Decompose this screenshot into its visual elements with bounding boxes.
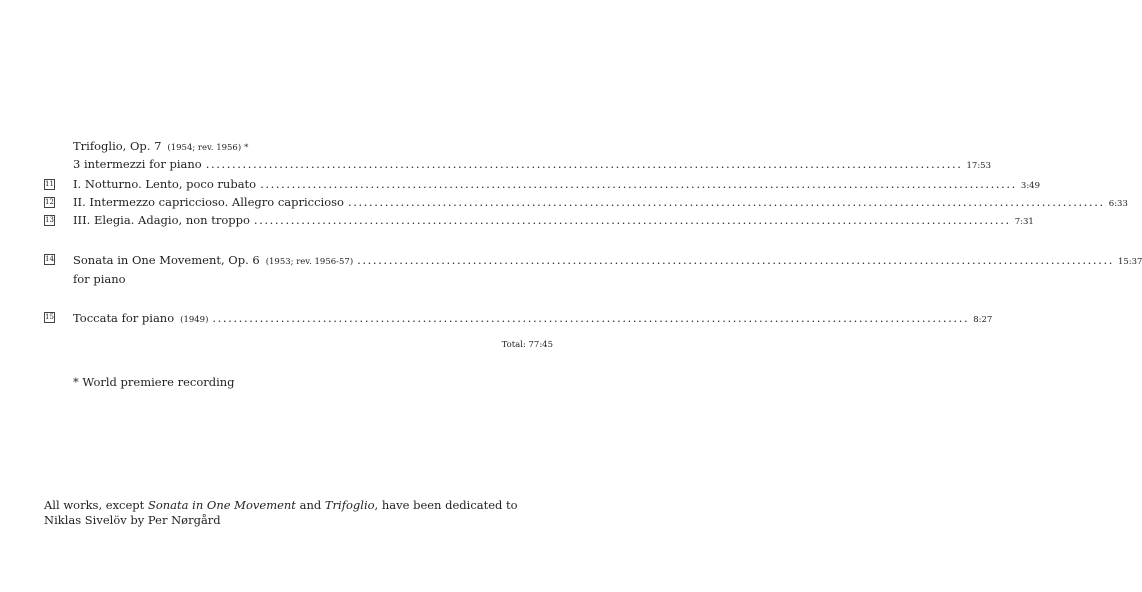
- track-title: III. Elegia. Adagio, non troppo: [73, 213, 250, 227]
- dedication-part: All works, except: [44, 498, 148, 512]
- dedication-work-title: Sonata in One Movement: [147, 498, 296, 512]
- dedication-text: [44, 498, 564, 528]
- sonata-title: Sonata in One Movement, Op. 6: [73, 253, 260, 267]
- dedication-part: , have been dedicated to: [374, 498, 518, 512]
- leader-dots: ................................................................................................................................................: [357, 253, 1114, 267]
- leader-dots: ................................................................................................................................................: [347, 195, 1105, 209]
- sonata-duration: 15:37: [1117, 257, 1142, 267]
- track-number-box: 14: [45, 255, 54, 263]
- toccata-years: (1949): [180, 315, 209, 325]
- dedication-part: and: [295, 498, 325, 512]
- trifoglio-title: Trifoglio, Op. 7: [73, 139, 162, 153]
- toccata-title: Toccata for piano: [73, 311, 175, 325]
- track-number-box: 12: [45, 198, 54, 206]
- sonata-years: (1953; rev. 1956-57): [265, 257, 354, 267]
- dedication-line-1: [44, 498, 564, 513]
- track-number-box: 11: [45, 180, 54, 188]
- trifoglio-years: (1954; rev. 1956): [167, 143, 242, 153]
- footnote: * World premiere recording: [73, 375, 235, 389]
- toccata-row: [73, 311, 993, 327]
- track-duration: 3:49: [1020, 181, 1040, 191]
- trifoglio-subtitle-row: [73, 157, 991, 173]
- leader-dots: ................................................................................................................................................: [212, 311, 970, 325]
- track-duration: 6:33: [1108, 199, 1128, 209]
- trifoglio-subtitle: 3 intermezzi for piano: [73, 157, 202, 171]
- leader-dots: ................................................................................................................................................: [253, 213, 1011, 227]
- track-number-box: 13: [45, 216, 54, 224]
- track-title: II. Intermezzo capriccioso. Allegro capriccioso: [73, 195, 344, 209]
- leader-dots: ................................................................................................................................................: [260, 177, 1017, 191]
- trifoglio-duration: 17:53: [966, 161, 991, 171]
- dedication-line-2: Niklas Sivelöv by Per Nørgård: [44, 513, 221, 527]
- dedication-work-title: Trifoglio: [324, 498, 375, 512]
- sonata-subtitle: for piano: [73, 272, 126, 286]
- track-duration: 7:31: [1014, 217, 1034, 227]
- track-row: [73, 177, 1040, 193]
- track-title: I. Notturno. Lento, poco rubato: [73, 177, 257, 191]
- leader-dots: ................................................................................................................................................: [205, 157, 963, 171]
- track-row: [73, 213, 1034, 229]
- trifoglio-heading: [73, 139, 553, 155]
- total-duration: Total: 77:45: [501, 340, 553, 350]
- sonata-row: [73, 253, 1142, 269]
- premiere-star: *: [244, 143, 249, 153]
- toccata-duration: 8:27: [973, 315, 993, 325]
- track-row: [73, 195, 1128, 211]
- track-number-box: 15: [45, 313, 54, 321]
